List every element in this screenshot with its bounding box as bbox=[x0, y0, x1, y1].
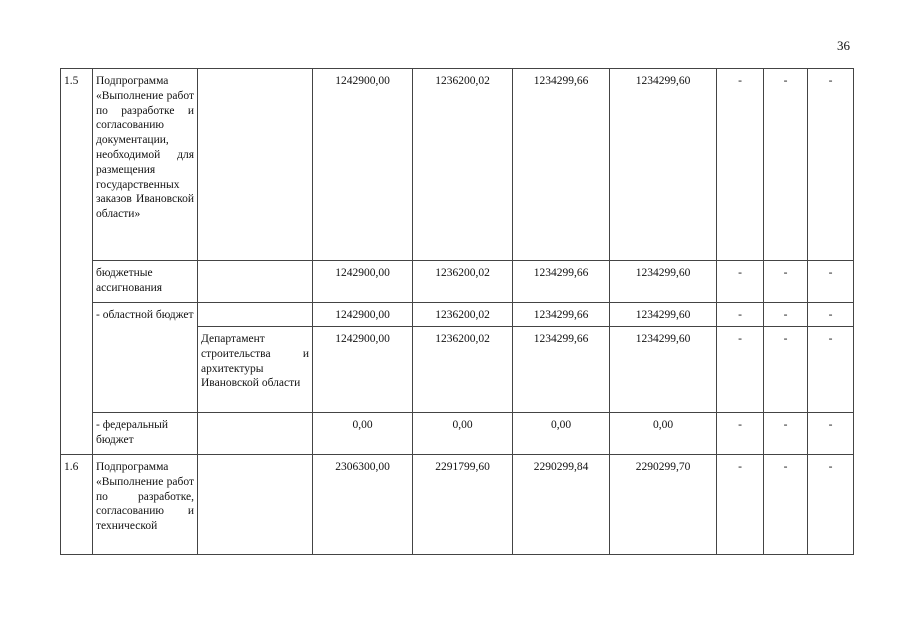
funding-label: бюджетные ассигнования bbox=[93, 261, 198, 303]
dash-cell: - bbox=[717, 327, 764, 413]
dash-cell: - bbox=[717, 69, 764, 261]
table-row bbox=[61, 455, 854, 555]
value-cell: 0,00 bbox=[513, 413, 610, 455]
executor-cell bbox=[198, 303, 313, 327]
dash-cell: - bbox=[764, 327, 808, 413]
executor-cell bbox=[198, 261, 313, 303]
value-cell: 1236200,02 bbox=[413, 327, 513, 413]
dash-cell: - bbox=[764, 413, 808, 455]
value-cell: 0,00 bbox=[413, 413, 513, 455]
budget-table bbox=[60, 68, 854, 555]
value-cell: 1234299,66 bbox=[513, 327, 610, 413]
dash-cell: - bbox=[717, 413, 764, 455]
value-cell: 1236200,02 bbox=[413, 303, 513, 327]
dash-cell: - bbox=[764, 261, 808, 303]
funding-label: - областной бюджет bbox=[93, 303, 198, 413]
value-cell: 1236200,02 bbox=[413, 261, 513, 303]
dash-cell: - bbox=[764, 455, 808, 555]
value-cell: 2306300,00 bbox=[313, 455, 413, 555]
dash-cell: - bbox=[808, 455, 854, 555]
value-cell: 2291799,60 bbox=[413, 455, 513, 555]
value-cell: 2290299,70 bbox=[610, 455, 717, 555]
dash-cell: - bbox=[764, 303, 808, 327]
value-cell: 1234299,66 bbox=[513, 303, 610, 327]
table-row bbox=[61, 303, 854, 327]
funding-label: - федеральный бюджет bbox=[93, 413, 198, 455]
executor-cell bbox=[198, 455, 313, 555]
dash-cell: - bbox=[764, 69, 808, 261]
value-cell: 1242900,00 bbox=[313, 303, 413, 327]
row-number: 1.5 bbox=[61, 69, 93, 455]
value-cell: 1234299,66 bbox=[513, 261, 610, 303]
value-cell: 1234299,60 bbox=[610, 327, 717, 413]
executor-cell bbox=[198, 69, 313, 261]
table-row bbox=[61, 69, 854, 261]
value-cell: 2290299,84 bbox=[513, 455, 610, 555]
table-row bbox=[61, 261, 854, 303]
table-row bbox=[61, 413, 854, 455]
program-name: Подпрограмма «Выполнение работ по разработке и согласованию документации, необходимой для размещения государственных заказов Ивановской области» bbox=[93, 69, 198, 261]
executor-cell bbox=[198, 413, 313, 455]
dash-cell: - bbox=[717, 261, 764, 303]
value-cell: 1236200,02 bbox=[413, 69, 513, 261]
dash-cell: - bbox=[808, 327, 854, 413]
value-cell: 0,00 bbox=[610, 413, 717, 455]
page-number: 36 bbox=[837, 38, 850, 53]
value-cell: 1242900,00 bbox=[313, 261, 413, 303]
program-name: Подпрограмма «Выполнение работ по разработке, согласованию и технической bbox=[93, 455, 198, 555]
value-cell: 1234299,60 bbox=[610, 303, 717, 327]
dash-cell: - bbox=[808, 303, 854, 327]
value-cell: 1242900,00 bbox=[313, 69, 413, 261]
dash-cell: - bbox=[717, 455, 764, 555]
value-cell: 1234299,60 bbox=[610, 261, 717, 303]
executor-cell: Департамент строительства и архитектуры Ивановской области bbox=[198, 327, 313, 413]
row-number: 1.6 bbox=[61, 455, 93, 555]
value-cell: 1242900,00 bbox=[313, 327, 413, 413]
dash-cell: - bbox=[808, 69, 854, 261]
value-cell: 0,00 bbox=[313, 413, 413, 455]
dash-cell: - bbox=[717, 303, 764, 327]
value-cell: 1234299,66 bbox=[513, 69, 610, 261]
value-cell: 1234299,60 bbox=[610, 69, 717, 261]
dash-cell: - bbox=[808, 413, 854, 455]
dash-cell: - bbox=[808, 261, 854, 303]
